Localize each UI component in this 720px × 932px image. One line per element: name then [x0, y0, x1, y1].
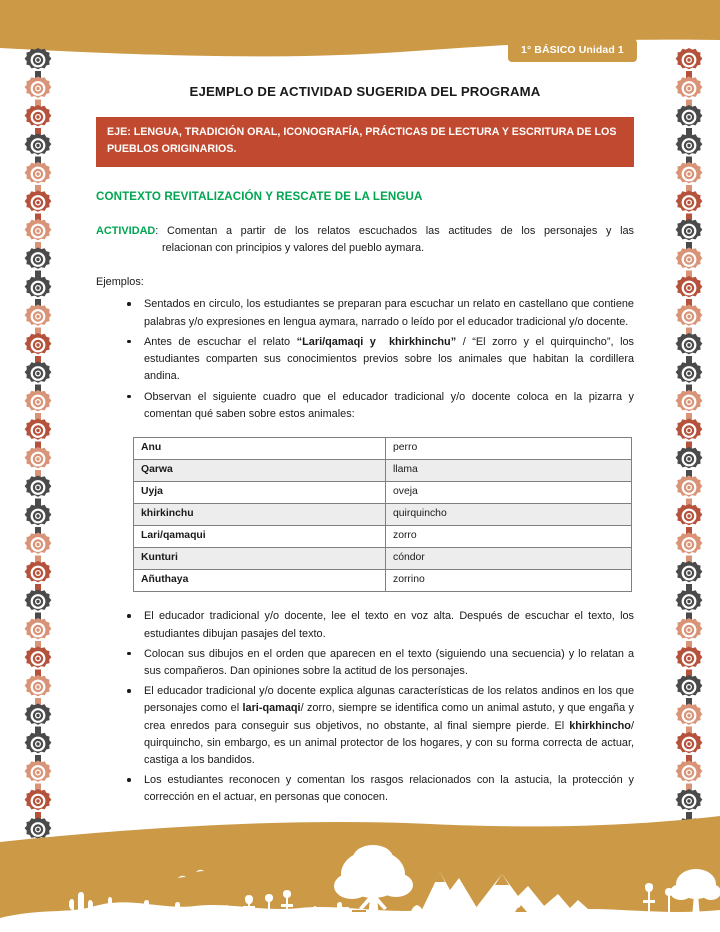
medallion-icon	[676, 647, 703, 668]
aymara-term-cell: Lari/qamaqui	[134, 526, 386, 548]
bottom-landscape-band	[0, 814, 720, 932]
aymara-term-cell: Anu	[134, 437, 386, 459]
medallion-icon	[676, 561, 703, 582]
medallion-icon	[25, 675, 52, 696]
table-row	[134, 460, 632, 482]
medallion-icon	[676, 48, 703, 69]
spanish-meaning-cell: cóndor	[386, 548, 632, 570]
medallion-icon	[25, 105, 52, 126]
medallion-icon	[25, 419, 52, 440]
medallion-icon	[25, 761, 52, 782]
medallion-icon	[676, 533, 703, 554]
list-item	[96, 296, 634, 330]
medallion-icon	[25, 732, 52, 753]
actividad-label: ACTIVIDAD	[96, 224, 156, 237]
medallion-icon	[676, 248, 703, 269]
medallion-icon	[25, 447, 52, 468]
bullet-text: Sentados en circulo, los estudiantes se preparan para escuchar un relato en castellano que contiene palabras y/o expresiones en lengua aymara, narrado o leído por el educador tradicional y/o docente.	[144, 298, 634, 328]
animals-table-wrapper	[133, 437, 634, 592]
spanish-meaning-cell: quirquincho	[386, 504, 632, 526]
list-item	[96, 608, 634, 642]
medallion-icon	[676, 362, 703, 383]
medallion-icon	[25, 561, 52, 582]
medallion-icon	[676, 789, 703, 810]
document-content	[96, 84, 634, 810]
aymara-term-cell: Añuthaya	[134, 570, 386, 592]
medallion-icon	[25, 362, 52, 383]
spanish-meaning-cell: perro	[386, 437, 632, 459]
aymara-term-cell: Kunturi	[134, 548, 386, 570]
medallion-icon	[25, 533, 52, 554]
medallion-icon	[25, 48, 52, 69]
ejemplos-label: Ejemplos:	[96, 276, 144, 289]
medallion-icon	[25, 504, 52, 525]
medallion-icon	[676, 162, 703, 183]
table-row	[134, 526, 632, 548]
medallion-icon	[25, 789, 52, 810]
bullet-text: Colocan sus dibujos en el orden que aparecen en el texto (siguiendo una secuencia) y lo relatan a sus compañeros. Dan opiniones sobre la actitud de los personajes.	[144, 647, 634, 677]
medallion-icon	[25, 134, 52, 155]
spanish-meaning-cell: zorrino	[386, 570, 632, 592]
table-row	[134, 570, 632, 592]
medallion-icon	[676, 618, 703, 639]
actividad-block: ACTIVIDAD: Comentan a partir de los relatos escuchados las actitudes de los personajes y las relacionan con principios y valores del pueblo aymara.	[96, 223, 634, 257]
bullet-text: El educador tradicional y/o docente, lee el texto en voz alta. Después de escuchar el texto, los estudiantes dibujan pasajes del texto.	[144, 610, 634, 640]
table-row	[134, 482, 632, 504]
medallion-icon	[25, 305, 52, 326]
actividad-text-line2: relacionan con principios y valores del pueblo aymara.	[162, 241, 425, 254]
medallion-icon	[676, 333, 703, 354]
bullet-text: Observan el siguiente cuadro que el educador tradicional y/o docente coloca en la pizarra y comentan qué saben sobre estos animales:	[144, 390, 634, 420]
table-row	[134, 548, 632, 570]
medallion-icon	[25, 476, 52, 497]
medallion-icon	[25, 647, 52, 668]
medallion-icon	[676, 704, 703, 725]
bullet-list-before-table	[96, 296, 634, 423]
bullet-list-after-table	[96, 608, 634, 806]
aymara-term-cell: khirkinchu	[134, 504, 386, 526]
medallion-icon	[676, 419, 703, 440]
medallion-icon	[676, 675, 703, 696]
medallion-icon	[25, 390, 52, 411]
spanish-meaning-cell: llama	[386, 460, 632, 482]
spanish-meaning-cell: oveja	[386, 482, 632, 504]
list-item: Antes de escuchar el relato “Lari/qamaqi y khirkhinchu” / “El zorro y el quirquincho”, los estudiantes comparten sus conocimientos previos sobre los animales que habitan la cordillera andina.	[96, 334, 634, 386]
aymara-term-cell: Qarwa	[134, 460, 386, 482]
medallion-icon	[25, 77, 52, 98]
medallion-icon	[25, 704, 52, 725]
left-border-pattern	[21, 44, 55, 868]
medallion-icon	[676, 134, 703, 155]
list-item	[96, 646, 634, 680]
medallion-icon	[676, 476, 703, 497]
medallion-icon	[25, 248, 52, 269]
medallion-icon	[25, 219, 52, 240]
bullet-text: Los estudiantes reconocen y comentan los rasgos relacionados con la astucia, la protección y corrección en el actuar, en personas que conocen.	[144, 774, 634, 804]
medallion-icon	[25, 618, 52, 639]
medallion-icon	[676, 305, 703, 326]
actividad-text-line1: Comentan a partir de los relatos escuchados las actitudes de los personajes y las	[167, 224, 634, 237]
medallion-icon	[676, 105, 703, 126]
unit-badge: 1° BÁSICO Unidad 1	[508, 39, 637, 62]
table-row	[134, 437, 632, 459]
animals-table	[133, 437, 632, 592]
eje-banner: EJE: LENGUA, TRADICIÓN ORAL, ICONOGRAFÍA, PRÁCTICAS DE LECTURA Y ESCRITURA DE LOS PUEBLOS ORIGINARIOS.	[96, 117, 634, 167]
medallion-icon	[676, 276, 703, 297]
medallion-icon	[25, 191, 52, 212]
medallion-icon	[676, 761, 703, 782]
right-border-pattern	[672, 44, 706, 868]
spanish-meaning-cell: zorro	[386, 526, 632, 548]
medallion-icon	[25, 162, 52, 183]
medallion-icon	[676, 390, 703, 411]
medallion-icon	[25, 276, 52, 297]
page-title: EJEMPLO DE ACTIVIDAD SUGERIDA DEL PROGRAMA	[189, 84, 541, 99]
medallion-icon	[676, 732, 703, 753]
medallion-icon	[676, 504, 703, 525]
aymara-term-cell: Uyja	[134, 482, 386, 504]
list-item: El educador tradicional y/o docente explica algunas características de los relatos andinos en los que personajes como el lari-qamaqi/ zorro, siempre se identifica como un animal astuto, y que engaña y crea enredos para conseguir sus objetivos, no obstante, al final siempre pierde. El khirkhincho/ quirquincho, sin embargo, es un animal protector de los hogares, y con su forma correcta de actuar, castiga a los bandidos.	[96, 683, 634, 769]
medallion-icon	[676, 590, 703, 611]
medallion-icon	[676, 77, 703, 98]
medallion-icon	[25, 333, 52, 354]
medallion-icon	[676, 447, 703, 468]
list-item	[96, 389, 634, 423]
medallion-icon	[676, 219, 703, 240]
medallion-icon	[25, 590, 52, 611]
list-item	[96, 772, 634, 806]
medallion-icon	[676, 191, 703, 212]
contexto-heading: CONTEXTO REVITALIZACIÓN Y RESCATE DE LA LENGUA	[96, 189, 423, 203]
table-row	[134, 504, 632, 526]
